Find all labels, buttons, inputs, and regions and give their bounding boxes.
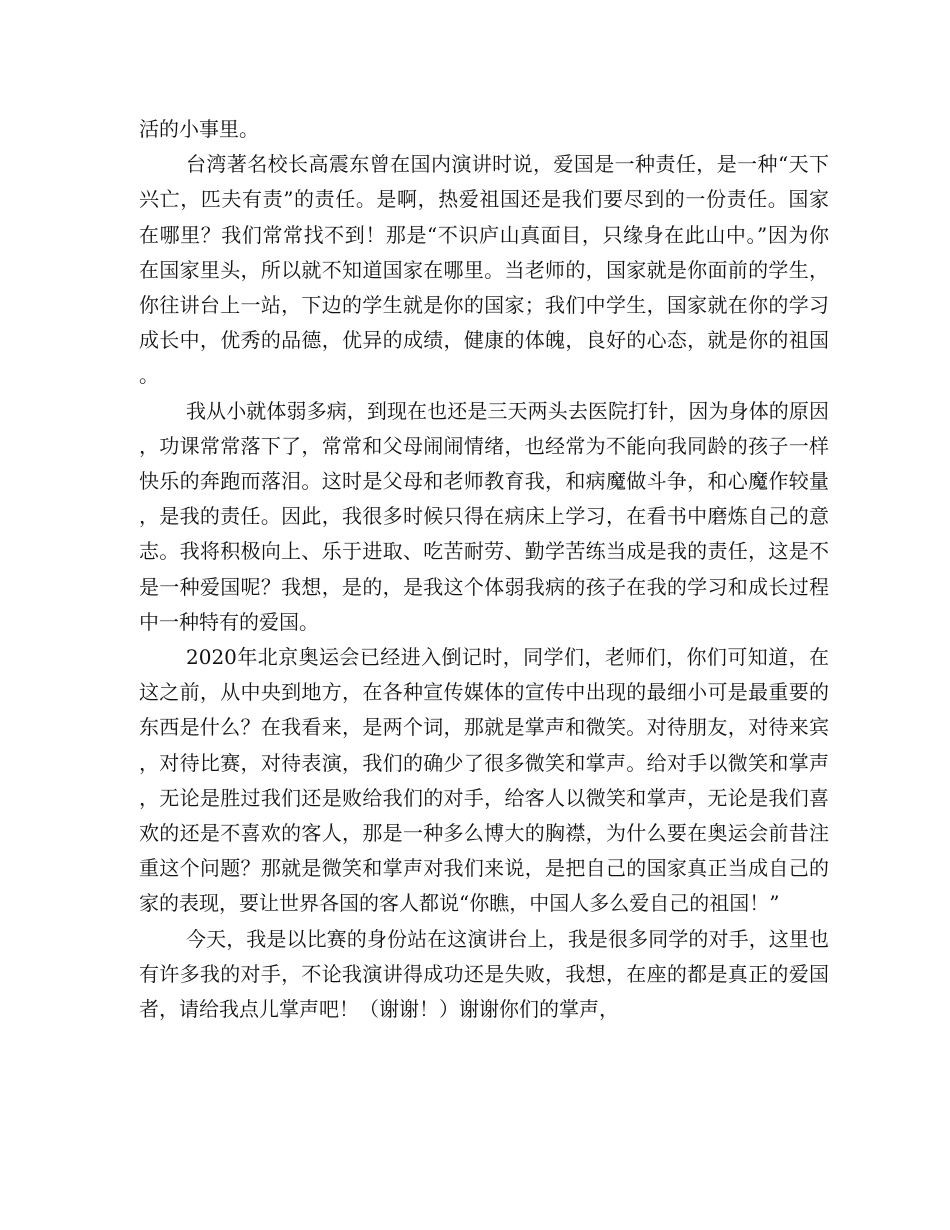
paragraph-continuation: 活的小事里。 — [139, 117, 259, 141]
paragraph-olympics: 2020年北京奥运会已经进入倒记时，同学们，老师们，你们可知道，在这之前，从中央到地方，在各种宣传媒体的宣传中出现的最细小可是最重要的东西是什么？在我看来，是两个词，那就是掌声和微笑。对待朋友，对待来宾，对待比赛，对待表演，我们的确少了很多微笑和掌声。给对手以微笑和掌声，无论是胜过我们还是败给我们的对手，给客人以微笑和掌声，无论是我们喜欢的还是不喜欢的客人，那是一种多么博大的胸襟，为什么要在奥运会前昔注重这个问题？那就是微笑和掌声对我们来说，是把自己的国家真正当成自己的家的表现，要让世界各国的客人都说“你瞧，中国人多么爱自己的祖国！” — [139, 645, 829, 916]
paragraph-closing: 今天，我是以比赛的身份站在这演讲台上，我是很多同学的对手，这里也有许多我的对手，不论我演讲得成功还是失败，我想，在座的都是真正的爱国者，请给我点儿掌声吧！（谢谢！）谢谢你们的掌声， — [139, 926, 829, 1022]
document-body — [139, 112, 829, 1027]
paragraph-personal-story: 我从小就体弱多病，到现在也还是三天两头去医院打针，因为身体的原因，功课常常落下了，常常和父母闹闹情绪，也经常为不能向我同龄的孩子一样快乐的奔跑而落泪。这时是父母和老师教育我，和病魔做斗争，和心魔作较量，是我的责任。因此，我很多时候只得在病床上学习，在看书中磨炼自己的意志。我将积极向上、乐于进取、吃苦耐劳、勤学苦练当成是我的责任，这是不是一种爱国呢？我想，是的，是我这个体弱我病的孩子在我的学习和成长过程中一种特有的爱国。 — [139, 398, 829, 634]
paragraph-patriotism-responsibility: 台湾著名校长高震东曾在国内演讲时说，爱国是一种责任，是一种“天下兴亡，匹夫有责”的责任。是啊，热爱祖国还是我们要尽到的一份责任。国家在哪里？我们常常找不到！那是“不识庐山真面目，只缘身在此山中。”因为你在国家里头，所以就不知道国家在哪里。当老师的，国家就是你面前的学生，你往讲台上一站，下边的学生就是你的国家；我们中学生，国家就在你的学习成长中，优秀的品德，优异的成绩，健康的体魄，良好的心态，就是你的祖国。 — [139, 152, 829, 388]
